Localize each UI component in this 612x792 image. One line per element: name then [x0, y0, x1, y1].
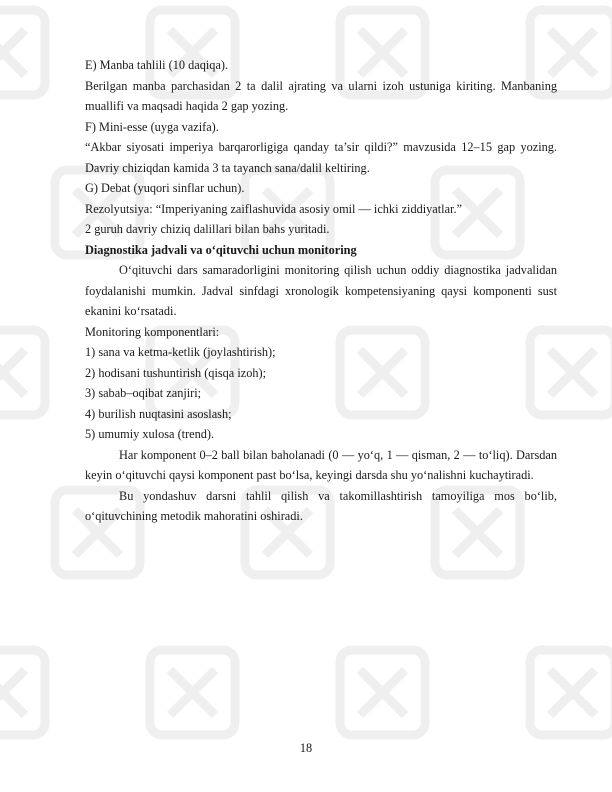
paragraph-conclusion: Bu yondashuv darsni tahlil qilish va takomillashtirish tamoyiliga mos bo‘lib, o‘qituvchining metodik mahoratini oshiradi. [85, 488, 557, 523]
paragraph-mini-essay: “Akbar siyosati imperiya barqarorligiga qanday ta’sir qildi?” mavzusida 12–15 gap yozing. Davriy chiziqdan kamida 3 ta tayanch sana/dalil keltiring. [85, 140, 557, 175]
resolution-line: Rezolyutsiya: “Imperiyaning zaiflashuvida asosiy omil — ichki ziddiyatlar.” [85, 201, 463, 216]
list-item-2: 2) hodisani tushuntirish (qisqa izoh); [85, 365, 267, 380]
list-item-4: 4) burilish nuqtasini asoslash; [85, 406, 232, 421]
document-body [85, 55, 557, 527]
section-heading-e: E) Manba tahlili (10 daqiqa). [85, 58, 229, 72]
diagnostics-heading: Diagnostika jadvali va o‘qituvchi uchun monitoring [85, 242, 357, 257]
components-label: Monitoring komponentlari: [85, 324, 220, 339]
list-item-5: 5) umumiy xulosa (trend). [85, 427, 215, 441]
list-item-3: 3) sabab–oqibat zanjiri; [85, 386, 202, 400]
list-item-1: 1) sana va ketma-ketlik (joylashtirish); [85, 345, 276, 359]
section-heading-g: G) Debat (yuqori sinflar uchun). [85, 181, 245, 195]
paragraph-monitoring-intro: O‘qituvchi dars samaradorligini monitoring qilish uchun oddiy diagnostika jadvalidan foydalanishi mumkin. Jadval sinfdagi xronologik kompetensiyaning qaysi komponenti sust ekanini ko‘rsatadi. [85, 263, 557, 318]
debate-line: 2 guruh davriy chiziq dalillari bilan bahs yuritadi. [85, 222, 330, 236]
paragraph-source-analysis: Berilgan manba parchasidan 2 ta dalil ajrating va ularni izoh ustuniga kiriting. Manbaning muallifi va maqsadi haqida 2 gap yozing. [85, 78, 557, 113]
paragraph-scoring: Har komponent 0–2 ball bilan baholanadi (0 — yo‘q, 1 — qisman, 2 — to‘liq). Darsdan keyin o‘qituvchi qaysi komponent past bo‘lsa, keyingi darsda shu yo‘nalishni kuchaytiradi. [85, 447, 557, 482]
page-number: 18 [299, 741, 313, 755]
section-heading-f: F) Mini-esse (uyga vazifa). [85, 119, 219, 134]
